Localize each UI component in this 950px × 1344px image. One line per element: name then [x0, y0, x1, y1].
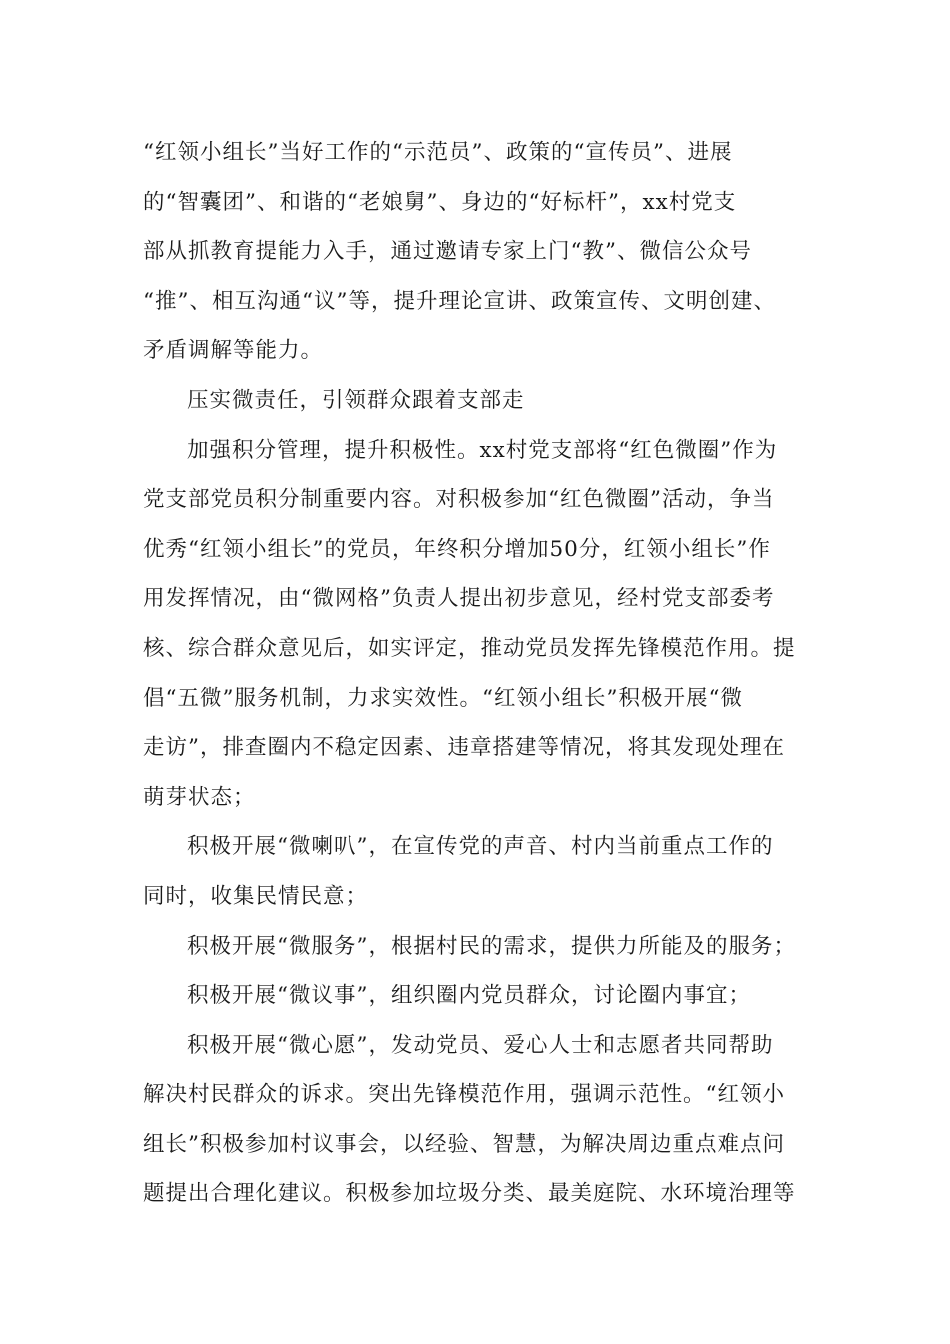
section-heading [143, 376, 828, 426]
text-line: 积极开展“微心愿”，发动党员、爱心人士和志愿者共同帮助 [187, 1032, 774, 1058]
text-line: 组长”积极参加村议事会，以经验、智慧，为解决周边重点难点问 [143, 1131, 785, 1157]
paragraph-micro-speaker [143, 822, 828, 921]
text-line: 矛盾调解等能力。 [143, 338, 324, 364]
text-line: 走访”，排查圈内不稳定因素、违章搭建等情况，将其发现处理在 [143, 735, 785, 761]
text-line: 用发挥情况，由“微网格”负责人提出初步意见，经村党支部委考 [143, 586, 775, 612]
paragraph-micro-wish [143, 1021, 828, 1219]
paragraph-micro-service [143, 922, 828, 972]
heading-line: 压实微责任，引领群众跟着支部走 [187, 387, 525, 413]
text-line: 积极开展“微议事”，组织圈内党员群众，讨论圈内事宜； [187, 983, 751, 1009]
text-line: 倡“五微”服务机制，力求实效性。“红领小组长”积极开展“微 [143, 685, 743, 711]
text-line: “推”、相互沟通“议”等，提升理论宣讲、政策宣传、文明创建、 [143, 288, 776, 314]
paragraph-red-leader-roles [143, 128, 828, 376]
text-line: 积极开展“微喇叭”，在宣传党的声音、村内当前重点工作的 [187, 834, 774, 860]
text-line: 题提出合理化建议。积极参加垃圾分类、最美庭院、水环境治理等 [143, 1181, 796, 1207]
text-line: 的“智囊团”、和谐的“老娘舅”、身边的“好标杆”，xx村党支 [143, 189, 737, 215]
text-line: 积极开展“微服务”，根据村民的需求，提供力所能及的服务； [187, 933, 796, 959]
text-line: 党支部党员积分制重要内容。对积极参加“红色微圈”活动，争当 [143, 487, 775, 513]
paragraph-points-management [143, 426, 828, 823]
text-line: 萌芽状态； [143, 784, 256, 810]
text-line: 部从抓教育提能力入手，通过邀请专家上门“教”、微信公众号 [143, 239, 752, 265]
document-body [143, 128, 828, 1219]
text-line: 解决村民群众的诉求。突出先锋模范作用，强调示范性。“红领小 [143, 1082, 785, 1108]
text-line: 加强积分管理，提升积极性。xx村党支部将“红色微圈”作为 [187, 437, 778, 463]
text-line: 优秀“红领小组长”的党员，年终积分增加50分，红领小组长”作 [143, 536, 771, 562]
text-line: 同时，收集民情民意； [143, 883, 369, 909]
text-line: “红领小组长”当好工作的“示范员”、政策的“宣传员”、进展 [143, 140, 733, 165]
paragraph-micro-discussion [143, 971, 828, 1021]
text-line: 核、综合群众意见后，如实评定，推动党员发挥先锋模范作用。提 [143, 635, 796, 661]
